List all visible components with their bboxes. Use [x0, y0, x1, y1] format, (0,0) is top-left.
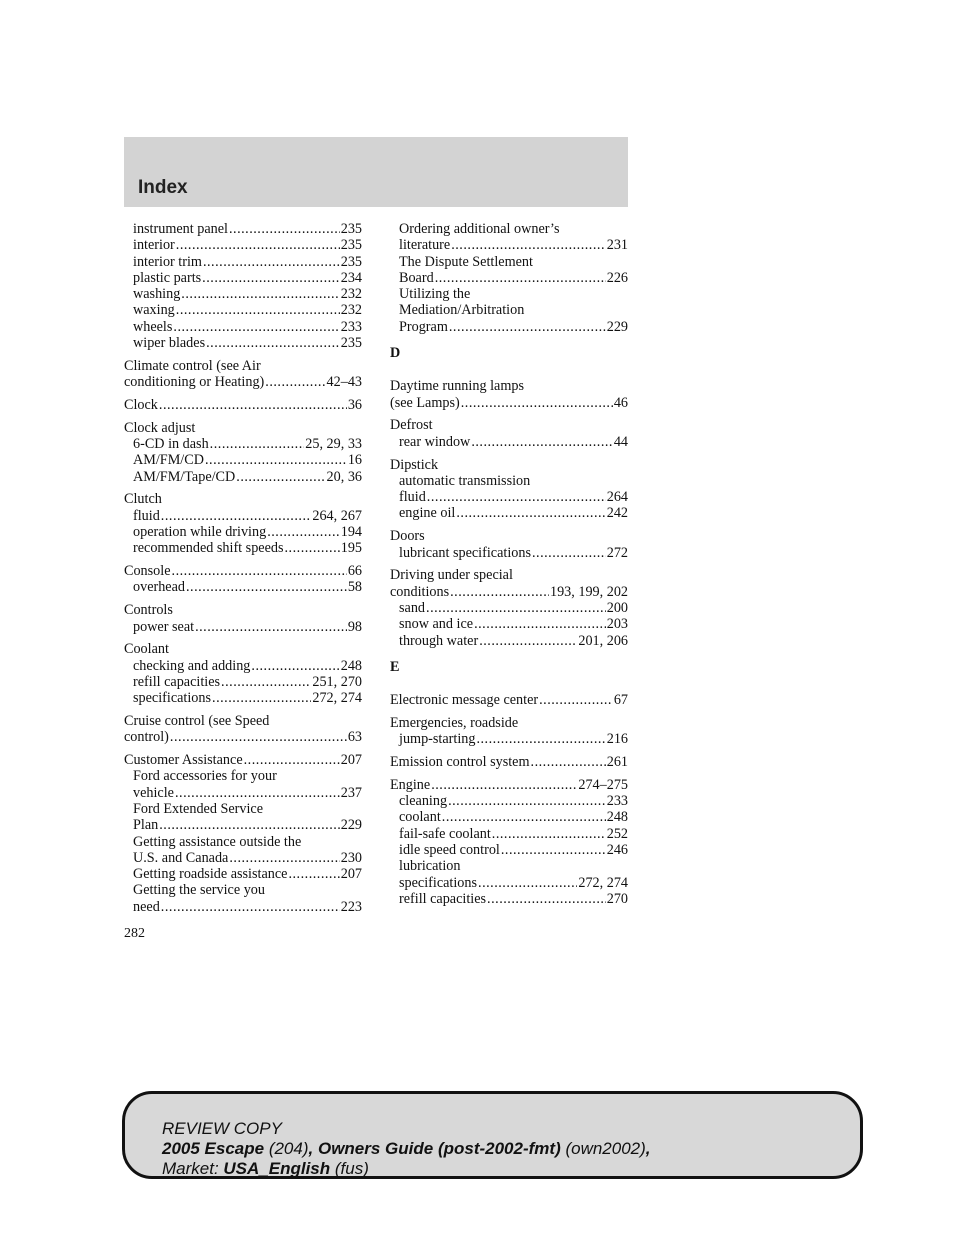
- entry-text: fail-safe coolant: [399, 825, 491, 842]
- entry-text: AM/FM/Tape/CD: [133, 468, 236, 485]
- footer-market-line: [162, 1159, 651, 1179]
- dot-leader: [479, 633, 577, 649]
- index-subentry-line: [124, 469, 362, 485]
- index-entry-line: [390, 395, 628, 411]
- entry-text: lubricant specifications: [399, 544, 531, 561]
- index-subentry-line: [390, 286, 628, 302]
- page-reference: 229: [606, 318, 628, 335]
- dot-leader: [186, 579, 347, 595]
- footer-model-code: (204): [264, 1139, 309, 1158]
- entry-text: Dipstick: [390, 456, 439, 473]
- index-entry-line: [390, 777, 628, 793]
- entry-text: interior trim: [133, 253, 202, 270]
- section-letter: D: [390, 345, 401, 362]
- index-subentry-line: [390, 319, 628, 335]
- footer-model: 2005 Escape: [162, 1139, 265, 1158]
- index-entry-line: [124, 563, 362, 579]
- index-subentry-line: [390, 545, 628, 561]
- index-subentry-line: [124, 270, 362, 286]
- index-subentry-line: [390, 826, 628, 842]
- entry-text: checking and adding: [133, 657, 251, 674]
- index-entry-line: [390, 378, 628, 394]
- entry-text: Board: [399, 269, 434, 286]
- entry-text: Ford Extended Service: [133, 801, 264, 817]
- index-entry-line: [390, 754, 628, 770]
- dot-leader: [161, 508, 312, 524]
- footer-market-label: Market:: [162, 1159, 224, 1178]
- page-reference: 36: [347, 396, 362, 413]
- entry-text: Driving under special: [390, 567, 513, 584]
- entry-text: automatic transmission: [399, 472, 531, 489]
- entry-text: sand: [399, 599, 426, 616]
- dot-leader: [181, 286, 339, 302]
- index-subentry-line: [390, 600, 628, 616]
- entry-text: Program: [399, 318, 448, 335]
- index-entry: [390, 715, 628, 748]
- footer-guide: Owners Guide (post-2002-fmt): [317, 1139, 561, 1158]
- index-column-right: [390, 221, 628, 914]
- dot-leader: [435, 270, 606, 286]
- index-subentry-line: [124, 768, 362, 784]
- entry-text: literature: [399, 237, 451, 254]
- index-entry: [390, 528, 628, 561]
- index-entry: [124, 563, 362, 596]
- entry-text: engine oil: [399, 505, 456, 522]
- index-subentry-line: [124, 785, 362, 801]
- dot-leader: [450, 584, 549, 600]
- index-subentry-line: [390, 270, 628, 286]
- entry-text: overhead: [133, 579, 185, 596]
- dot-leader: [471, 434, 613, 450]
- review-copy-footer-text: [162, 1119, 651, 1179]
- dot-leader: [265, 374, 325, 390]
- page-reference: 216: [606, 731, 628, 748]
- entry-text: plastic parts: [133, 269, 202, 286]
- dot-leader: [229, 850, 339, 866]
- entry-text: instrument panel: [133, 221, 228, 237]
- dot-leader: [176, 302, 340, 318]
- page-reference: 231: [606, 237, 628, 254]
- dot-leader: [456, 505, 605, 521]
- page-reference: 264: [606, 489, 628, 506]
- footer-market-code: (fus): [330, 1159, 369, 1178]
- index-entry: [124, 358, 362, 391]
- index-entry-line: [390, 715, 628, 731]
- index-entry: [124, 602, 362, 635]
- entry-text: jump-starting: [399, 731, 476, 748]
- entry-text: Clock: [124, 396, 158, 413]
- page-reference: 272, 274: [578, 874, 628, 891]
- index-subentry-line: [124, 254, 362, 270]
- footer-review-copy: REVIEW COPY: [162, 1119, 282, 1138]
- index-subentry-line: [124, 674, 362, 690]
- page-reference: 200: [606, 599, 628, 616]
- entry-text: Clutch: [124, 491, 162, 508]
- index-subentry-line: [124, 866, 362, 882]
- dot-leader: [449, 319, 606, 335]
- index-subentry-line: [124, 452, 362, 468]
- index-entry: [390, 417, 628, 450]
- index-entry-line: [124, 602, 362, 618]
- entry-text: Ordering additional owner’s: [399, 221, 560, 237]
- footer-guide-code: (own2002): [560, 1139, 646, 1158]
- page-reference: 42–43: [326, 374, 362, 391]
- index-entry: [124, 713, 362, 746]
- entry-text: fluid: [133, 507, 160, 524]
- page-reference: 248: [340, 657, 362, 674]
- entry-text: Utilizing the: [399, 286, 471, 303]
- entry-text: operation while driving: [133, 524, 267, 541]
- dot-leader: [288, 866, 339, 882]
- index-entry: [124, 491, 362, 556]
- section-letter: E: [390, 658, 400, 675]
- entry-text: The Dispute Settlement: [399, 253, 533, 270]
- index-entry-line: [390, 567, 628, 583]
- page-reference: 193, 199, 202: [549, 583, 628, 600]
- entry-text: Coolant: [124, 641, 169, 658]
- entry-text: Clock adjust: [124, 419, 196, 436]
- dot-leader: [285, 540, 340, 556]
- dot-leader: [461, 395, 613, 411]
- index-entry: [124, 641, 362, 706]
- footer-sep1: ,: [308, 1139, 318, 1158]
- index-entry: [124, 752, 362, 915]
- dot-leader: [492, 826, 606, 842]
- entry-text: through water: [399, 632, 479, 649]
- page-reference: 63: [347, 729, 362, 746]
- page-reference: 226: [606, 269, 628, 286]
- index-entry-line: [124, 358, 362, 374]
- index-subentry-line: [124, 335, 362, 351]
- index-entry: [124, 397, 362, 413]
- entry-text: Mediation/Arbitration: [399, 302, 525, 319]
- page-reference: 46: [613, 394, 628, 411]
- page-reference: 232: [340, 302, 362, 319]
- index-entry: [390, 221, 628, 335]
- entry-text: Getting assistance outside the: [133, 833, 302, 850]
- entry-text: vehicle: [133, 784, 174, 801]
- entry-text: Plan: [133, 817, 159, 834]
- dot-leader: [267, 524, 340, 540]
- page-reference: 233: [606, 793, 628, 810]
- index-entry: [390, 567, 628, 648]
- index-subentry-line: [124, 817, 362, 833]
- page-reference: 251, 270: [312, 673, 362, 690]
- entry-text: Electronic message center: [390, 692, 539, 709]
- dot-leader: [170, 729, 347, 745]
- index-entry: [390, 457, 628, 522]
- index-subentry-line: [124, 579, 362, 595]
- index-entry-line: [390, 417, 628, 433]
- index-entry-line: [390, 584, 628, 600]
- index-subentry-line: [124, 524, 362, 540]
- index-subentry-line: [390, 616, 628, 632]
- entry-text: interior: [133, 237, 175, 254]
- page-reference: 16: [347, 452, 362, 469]
- page-reference: 223: [340, 898, 362, 915]
- entry-text: Doors: [390, 528, 425, 545]
- page-reference: 234: [340, 269, 362, 286]
- dot-leader: [172, 563, 347, 579]
- entry-text: Daytime running lamps: [390, 378, 524, 395]
- dot-leader: [476, 731, 605, 747]
- dot-leader: [244, 752, 340, 768]
- index-subentry-line: [390, 731, 628, 747]
- page-title: Index: [138, 177, 188, 198]
- entry-text: Engine: [390, 776, 431, 793]
- entry-text: (see Lamps): [390, 394, 460, 411]
- index-entry: [390, 692, 628, 708]
- dot-leader: [195, 619, 347, 635]
- dot-leader: [431, 777, 577, 793]
- index-entry: [390, 777, 628, 907]
- index-subentry-line: [124, 658, 362, 674]
- page-reference: 235: [340, 335, 362, 352]
- entry-text: waxing: [133, 302, 175, 319]
- dot-leader: [539, 692, 613, 708]
- index-subentry-line: [390, 302, 628, 318]
- index-subentry-line: [124, 237, 362, 253]
- index-subentry-line: [124, 619, 362, 635]
- entry-text: Emergencies, roadside: [390, 714, 519, 731]
- entry-text: specifications: [133, 690, 212, 707]
- index-subentry-line: [124, 540, 362, 556]
- entry-text: conditioning or Heating): [124, 374, 265, 391]
- page-reference: 58: [347, 579, 362, 596]
- index-subentry-line: [390, 793, 628, 809]
- index-subentry-line: [124, 801, 362, 817]
- page-reference: 272, 274: [312, 690, 362, 707]
- entry-text: coolant: [399, 809, 441, 826]
- dot-leader: [176, 237, 340, 253]
- entry-text: fluid: [399, 489, 426, 506]
- index-subentry-line: [390, 434, 628, 450]
- page-reference: 235: [340, 253, 362, 270]
- page-reference: 274–275: [578, 776, 628, 793]
- entry-text: Cruise control (see Speed: [124, 713, 270, 730]
- page-reference: 237: [340, 784, 362, 801]
- entry-text: Console: [124, 563, 171, 580]
- page-reference: 194: [340, 524, 362, 541]
- index-subentry-line: [390, 489, 628, 505]
- index-subentry-line: [390, 891, 628, 907]
- dot-leader: [442, 809, 606, 825]
- entry-text: wheels: [133, 318, 173, 335]
- index-entry-line: [124, 397, 362, 413]
- entry-text: Controls: [124, 602, 173, 619]
- dot-leader: [221, 674, 311, 690]
- index-subentry-line: [124, 508, 362, 524]
- index-entry-line: [390, 457, 628, 473]
- index-subentry-line: [390, 505, 628, 521]
- dot-leader: [448, 793, 606, 809]
- entry-text: power seat: [133, 618, 195, 635]
- page-reference: 67: [613, 692, 628, 709]
- index-entry: [390, 754, 628, 770]
- dot-leader: [159, 397, 347, 413]
- dot-leader: [205, 452, 347, 468]
- index-subentry-line: [390, 221, 628, 237]
- dot-leader: [251, 658, 339, 674]
- page-reference: 272: [606, 544, 628, 561]
- dot-leader: [175, 785, 340, 801]
- page-reference: 264, 267: [312, 507, 362, 524]
- index-entry-line: [124, 641, 362, 657]
- entry-text: Emission control system: [390, 754, 530, 771]
- dot-leader: [229, 221, 340, 237]
- index-subentry-line: [124, 319, 362, 335]
- dot-leader: [451, 237, 606, 253]
- page-reference: 261: [606, 754, 628, 771]
- page-reference: 248: [606, 809, 628, 826]
- footer-sep2: ,: [645, 1139, 651, 1158]
- entry-text: 6-CD in dash: [133, 436, 209, 453]
- dot-leader: [210, 436, 305, 452]
- index-entry-line: [124, 729, 362, 745]
- entry-text: Defrost: [390, 417, 433, 434]
- index-subentry-line: [124, 850, 362, 866]
- entry-text: Getting the service you: [133, 882, 265, 899]
- entry-text: specifications: [399, 874, 478, 891]
- footer-model-line: [162, 1139, 651, 1159]
- index-entry-line: [390, 528, 628, 544]
- index-column-left: [124, 221, 362, 922]
- index-entry: [124, 420, 362, 485]
- entry-text: wiper blades: [133, 335, 206, 352]
- dot-leader: [236, 469, 325, 485]
- index-subentry-line: [390, 254, 628, 270]
- index-subentry-line: [124, 899, 362, 915]
- dot-leader: [202, 270, 340, 286]
- index-entry: [124, 221, 362, 351]
- dot-leader: [427, 489, 606, 505]
- index-subentry-line: [390, 842, 628, 858]
- page-number: 282: [124, 926, 145, 941]
- index-subentry-line: [390, 809, 628, 825]
- dot-leader: [203, 254, 340, 270]
- index-entry-line: [124, 713, 362, 729]
- page-reference: 20, 36: [326, 468, 362, 485]
- entry-text: Customer Assistance: [124, 752, 243, 769]
- entry-text: control): [124, 729, 169, 746]
- dot-leader: [487, 891, 606, 907]
- dot-leader: [161, 899, 340, 915]
- page-reference: 195: [340, 540, 362, 557]
- dot-leader: [531, 754, 606, 770]
- entry-text: idle speed control: [399, 842, 500, 858]
- index-entry-line: [390, 692, 628, 708]
- entry-text: need: [133, 898, 160, 915]
- index-subentry-line: [390, 858, 628, 874]
- index-subentry-line: [124, 882, 362, 898]
- index-subentry-line: [124, 286, 362, 302]
- entry-text: cleaning: [399, 793, 448, 810]
- entry-text: washing: [133, 286, 181, 303]
- page-reference: 233: [340, 318, 362, 335]
- index-entry: [390, 378, 628, 411]
- footer-market: USA_English: [223, 1159, 331, 1178]
- entry-text: rear window: [399, 433, 471, 450]
- page-reference: 252: [606, 825, 628, 842]
- entry-text: refill capacities: [133, 673, 221, 690]
- dot-leader: [474, 616, 606, 632]
- entry-text: Climate control (see Air: [124, 357, 261, 374]
- index-subentry-line: [124, 436, 362, 452]
- page-reference: 201, 206: [578, 632, 628, 649]
- index-subentry-line: [124, 834, 362, 850]
- index-subentry-line: [124, 302, 362, 318]
- entry-text: snow and ice: [399, 616, 474, 633]
- page-reference: 229: [340, 817, 362, 834]
- entry-text: lubrication: [399, 858, 461, 875]
- index-subentry-line: [124, 690, 362, 706]
- entry-text: recommended shift speeds: [133, 540, 284, 557]
- page-reference: 66: [347, 563, 362, 580]
- dot-leader: [501, 842, 606, 858]
- entry-text: U.S. and Canada: [133, 849, 229, 866]
- dot-leader: [173, 319, 339, 335]
- index-entry-line: [124, 374, 362, 390]
- page-reference: 230: [340, 849, 362, 866]
- index-subentry-line: [124, 221, 362, 237]
- dot-leader: [478, 875, 577, 891]
- entry-text: refill capacities: [399, 890, 487, 907]
- index-subentry-line: [390, 875, 628, 891]
- index-header-band: [124, 137, 628, 207]
- index-subentry-line: [390, 473, 628, 489]
- page-reference: 246: [606, 842, 628, 858]
- index-entry-line: [124, 752, 362, 768]
- index-subentry-line: [390, 237, 628, 253]
- page-reference: 207: [340, 752, 362, 769]
- index-entry-line: [124, 491, 362, 507]
- page-reference: 203: [606, 616, 628, 633]
- dot-leader: [426, 600, 606, 616]
- page-reference: 232: [340, 286, 362, 303]
- dot-leader: [159, 817, 339, 833]
- page-reference: 270: [606, 890, 628, 907]
- entry-text: AM/FM/CD: [133, 452, 204, 469]
- page-reference: 235: [340, 237, 362, 254]
- page-reference: 25, 29, 33: [305, 436, 362, 453]
- page-reference: 235: [340, 221, 362, 237]
- dot-leader: [206, 335, 340, 351]
- page-reference: 207: [340, 866, 362, 883]
- page-reference: 242: [606, 505, 628, 522]
- entry-text: conditions: [390, 583, 450, 600]
- page-reference: 44: [613, 433, 628, 450]
- dot-leader: [532, 545, 606, 561]
- index-subentry-line: [390, 633, 628, 649]
- entry-text: Getting roadside assistance: [133, 866, 288, 883]
- index-entry-line: [124, 420, 362, 436]
- dot-leader: [212, 690, 311, 706]
- page-reference: 98: [347, 618, 362, 635]
- entry-text: Ford accessories for your: [133, 768, 277, 785]
